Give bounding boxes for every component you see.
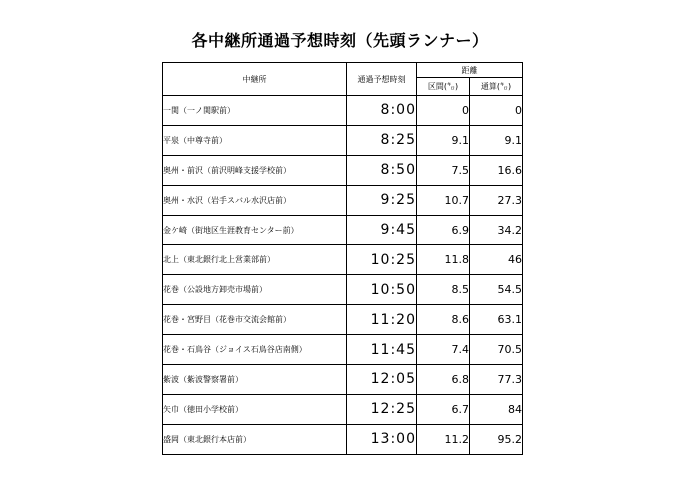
- pass-time: 12:25: [347, 394, 417, 424]
- header-time: 通過予想時刻: [347, 63, 417, 96]
- section-distance: 0: [417, 96, 470, 126]
- table-row: [163, 335, 523, 365]
- cumulative-distance: 34.2: [470, 215, 523, 245]
- station-name: 奥州・前沢（前沢明峰支援学校前）: [163, 155, 347, 185]
- section-distance: 7.5: [417, 155, 470, 185]
- section-distance: 9.1: [417, 125, 470, 155]
- table-row: [163, 275, 523, 305]
- pass-time: 8:00: [347, 96, 417, 126]
- header-cumulative: 通算(㌔): [470, 78, 523, 96]
- station-name: 盛岡（東北銀行本店前）: [163, 424, 347, 454]
- cumulative-distance: 70.5: [470, 335, 523, 365]
- cumulative-distance: 95.2: [470, 424, 523, 454]
- pass-time: 8:25: [347, 125, 417, 155]
- table-row: [163, 245, 523, 275]
- station-name: 花巻・宮野目（花巻市交流会館前）: [163, 305, 347, 335]
- station-name: 花巻・石鳥谷（ジョイス石鳥谷店南側）: [163, 335, 347, 365]
- page-title: 各中継所通過予想時刻（先頭ランナー）: [191, 31, 489, 50]
- cumulative-distance: 16.6: [470, 155, 523, 185]
- header-section: 区間(㌔): [417, 78, 470, 96]
- station-name: 花巻（公設地方卸売市場前）: [163, 275, 347, 305]
- cumulative-distance: 63.1: [470, 305, 523, 335]
- cumulative-distance: 77.3: [470, 365, 523, 395]
- table-row: [163, 155, 523, 185]
- station-name: 矢巾（徳田小学校前）: [163, 394, 347, 424]
- pass-time: 9:25: [347, 185, 417, 215]
- section-distance: 7.4: [417, 335, 470, 365]
- pass-time: 9:45: [347, 215, 417, 245]
- section-distance: 11.2: [417, 424, 470, 454]
- pass-time: 8:50: [347, 155, 417, 185]
- table-row: [163, 125, 523, 155]
- section-distance: 8.5: [417, 275, 470, 305]
- section-distance: 8.6: [417, 305, 470, 335]
- cumulative-distance: 27.3: [470, 185, 523, 215]
- pass-time: 10:50: [347, 275, 417, 305]
- section-distance: 11.8: [417, 245, 470, 275]
- header-station: 中継所: [163, 63, 347, 96]
- pass-time: 11:20: [347, 305, 417, 335]
- pass-time: 13:00: [347, 424, 417, 454]
- table-row: [163, 365, 523, 395]
- cumulative-distance: 9.1: [470, 125, 523, 155]
- cumulative-distance: 46: [470, 245, 523, 275]
- table-row: [163, 185, 523, 215]
- section-distance: 6.9: [417, 215, 470, 245]
- table-row: [163, 394, 523, 424]
- pass-time: 10:25: [347, 245, 417, 275]
- station-name: 平泉（中尊寺前）: [163, 125, 347, 155]
- pass-time: 12:05: [347, 365, 417, 395]
- station-name: 一関（一ノ関駅前）: [163, 96, 347, 126]
- table-row: [163, 96, 523, 126]
- table-row: [163, 305, 523, 335]
- table-row: [163, 424, 523, 454]
- section-distance: 6.7: [417, 394, 470, 424]
- station-name: 紫波（紫波警察署前）: [163, 365, 347, 395]
- cumulative-distance: 84: [470, 394, 523, 424]
- station-name: 奥州・水沢（岩手スバル水沢店前）: [163, 185, 347, 215]
- schedule-table: [162, 62, 523, 455]
- station-name: 金ケ崎（街地区生涯教育センター前）: [163, 215, 347, 245]
- section-distance: 6.8: [417, 365, 470, 395]
- cumulative-distance: 54.5: [470, 275, 523, 305]
- table-row: [163, 215, 523, 245]
- station-name: 北上（東北銀行北上営業部前）: [163, 245, 347, 275]
- cumulative-distance: 0: [470, 96, 523, 126]
- section-distance: 10.7: [417, 185, 470, 215]
- header-distance: 距離: [417, 63, 523, 78]
- pass-time: 11:45: [347, 335, 417, 365]
